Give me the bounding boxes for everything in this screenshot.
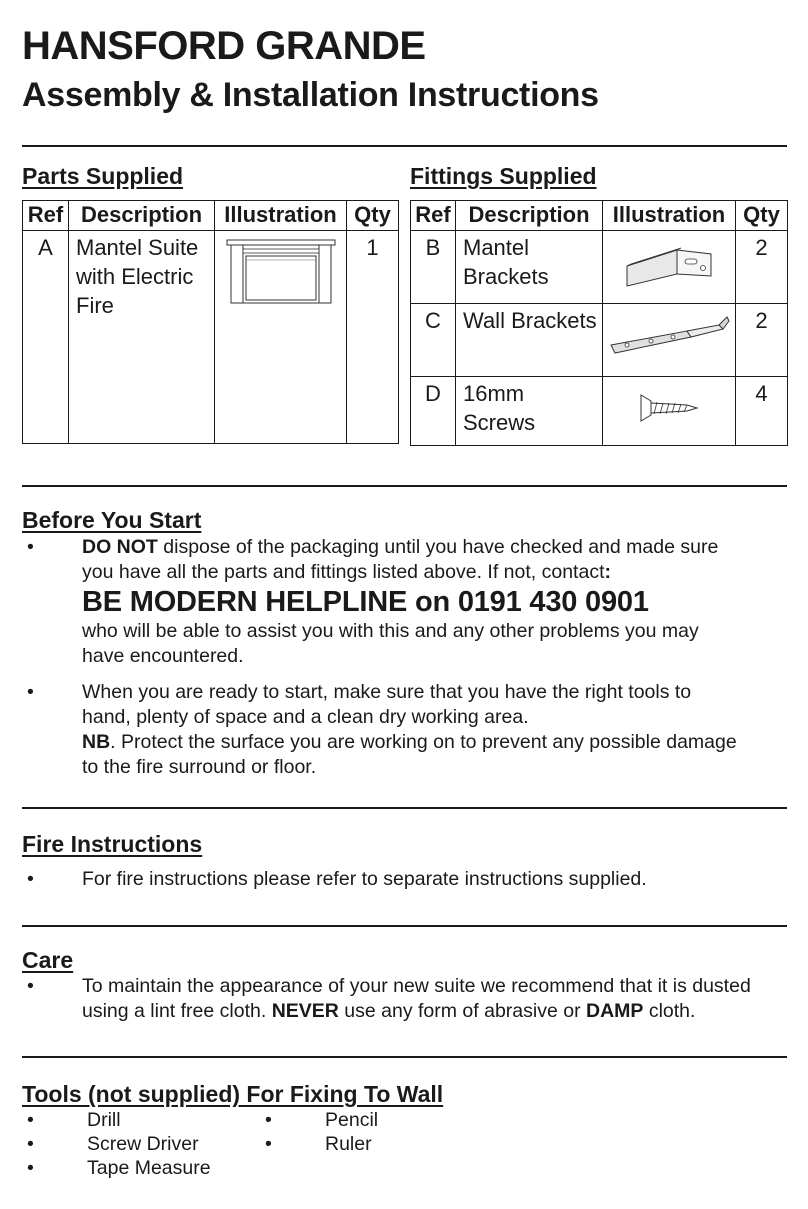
tool-pencil: Pencil (325, 1109, 379, 1131)
table-header-row (411, 201, 788, 231)
table-row (411, 304, 788, 377)
helpline: BE MODERN HELPLINE on 0191 430 0901 (82, 586, 649, 618)
column-header: Ref (411, 201, 456, 231)
tools-heading: Tools (not supplied) For Fixing To Wall (22, 1081, 444, 1107)
column-header: Description (69, 201, 215, 231)
nb-label: NB (82, 731, 111, 753)
care-heading: Care (22, 947, 74, 973)
parts-table (22, 200, 399, 444)
ref-cell: A (23, 231, 69, 444)
ready-text: When you are ready to start, make sure that you have the right tools to hand, plenty of space and a clean dry working area. (82, 681, 692, 728)
parts-heading: Parts Supplied (22, 163, 184, 189)
column-header: Qty (736, 201, 788, 231)
document-title: HANSFORD GRANDE (22, 24, 426, 68)
colon: : (604, 561, 611, 583)
care-text: use any form of abrasive or (338, 1000, 586, 1022)
bullet: • (27, 1133, 34, 1155)
column-header: Ref (23, 201, 69, 231)
divider (22, 485, 787, 487)
column-header: Illustration (603, 201, 736, 231)
column-header: Description (456, 201, 603, 231)
illustration-cell (603, 304, 736, 377)
qty-cell: 2 (736, 231, 788, 304)
bullet-text (82, 974, 782, 1024)
table-row (23, 231, 399, 444)
never-emphasis: NEVER (271, 1000, 339, 1022)
damp-emphasis: DAMP (586, 1000, 644, 1022)
column-header: Illustration (215, 201, 347, 231)
care-text: To maintain the appearance of your new suite we recommend that it is dusted using a lint free cloth. (82, 975, 751, 1022)
bullet-text: For fire instructions please refer to separate instructions supplied. (82, 868, 647, 890)
packaging-text: dispose of the packaging until you have checked and made sure you have all the parts and fittings listed above. If not, contact (82, 536, 719, 583)
description-cell: 16mm Screws (456, 377, 603, 446)
description-cell: Mantel Suite with Electric Fire (69, 231, 215, 444)
do-not-emphasis: DO NOT (82, 536, 158, 558)
bullet: • (27, 536, 34, 558)
bullet: • (27, 681, 34, 703)
illustration-cell (603, 231, 736, 304)
mantel-suite-illustration (225, 239, 337, 305)
before-heading: Before You Start (22, 507, 202, 533)
description-cell: Wall Brackets (456, 304, 603, 377)
helpline-followup-text: who will be able to assist you with this and any other problems you may have encountered. (82, 620, 699, 667)
table-row (411, 231, 788, 304)
description-cell: Mantel Brackets (456, 231, 603, 304)
column-header: Qty (347, 201, 399, 231)
table-header-row (23, 201, 399, 231)
illustration-cell (215, 231, 347, 444)
ref-cell: B (411, 231, 456, 304)
fire-heading: Fire Instructions (22, 831, 203, 857)
document-subtitle: Assembly & Installation Instructions (22, 76, 599, 114)
divider (22, 145, 787, 147)
bullet: • (265, 1133, 272, 1155)
bullet-text (82, 535, 742, 669)
nb-text: . Protect the surface you are working on to prevent any possible damage to the fire surround or floor. (82, 731, 737, 778)
bullet-text (82, 680, 742, 780)
fittings-table (410, 200, 788, 446)
tool-ruler: Ruler (325, 1133, 372, 1155)
screw-illustration (637, 391, 701, 425)
divider (22, 1056, 787, 1058)
ref-cell: D (411, 377, 456, 446)
care-text: cloth. (643, 1000, 696, 1022)
mantel-bracket-illustration (621, 240, 717, 288)
tool-tape-measure: Tape Measure (87, 1157, 211, 1179)
divider (22, 925, 787, 927)
illustration-cell (603, 377, 736, 446)
qty-cell: 1 (347, 231, 399, 444)
bullet: • (27, 1157, 34, 1179)
table-row (411, 377, 788, 446)
tool-drill: Drill (87, 1109, 121, 1131)
bullet: • (27, 1109, 34, 1131)
bullet: • (27, 868, 34, 890)
wall-bracket-illustration (607, 315, 731, 359)
qty-cell: 2 (736, 304, 788, 377)
fittings-heading: Fittings Supplied (410, 163, 597, 189)
divider (22, 807, 787, 809)
qty-cell: 4 (736, 377, 788, 446)
ref-cell: C (411, 304, 456, 377)
tool-screw-driver: Screw Driver (87, 1133, 199, 1155)
bullet: • (265, 1109, 272, 1131)
bullet: • (27, 975, 34, 997)
